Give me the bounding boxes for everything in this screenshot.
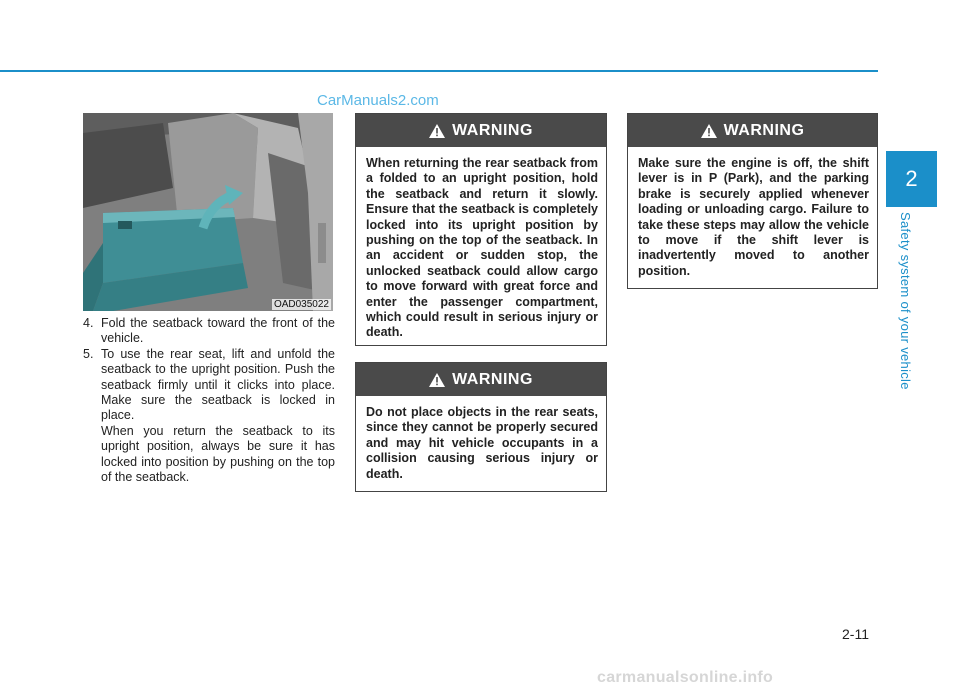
chapter-title-text: Safety system of your vehicle bbox=[898, 212, 913, 390]
warning-text: Make sure the engine is off, the shift lever is in P (Park), and the parking brake is securely applied whenever loading or unloading cargo. Failure to take these steps may allow the vehicle to move if the shift lever is inadvertently moved to another position. bbox=[638, 156, 869, 278]
instruction-steps bbox=[83, 316, 335, 485]
warning-header bbox=[356, 363, 606, 396]
warning-header bbox=[356, 114, 606, 147]
step-item bbox=[83, 347, 335, 424]
warning-title: WARNING bbox=[723, 121, 805, 139]
watermark-bottom: carmanualsonline.info bbox=[597, 669, 774, 686]
warning-triangle-icon bbox=[701, 124, 717, 138]
page-number: 2-11 bbox=[842, 626, 869, 642]
step-text: To use the rear seat, lift and unfold the seatback to the upright position. Push the seatback firmly until it clicks into place. Make sure the seatback is locked in place. bbox=[101, 346, 335, 423]
step-number: 5. bbox=[83, 346, 94, 361]
step-item bbox=[83, 316, 335, 347]
step-note: When you return the seatback to its upright position, always be sure it has locked into position by pushing on the top of the seatback. bbox=[101, 423, 335, 485]
warning-box-rear-objects bbox=[355, 362, 607, 492]
warning-triangle-icon bbox=[429, 124, 445, 138]
chapter-title bbox=[898, 212, 924, 402]
warning-text: Do not place objects in the rear seats, since they cannot be properly secured and may hit vehicle occupants in a collision causing serious injury or death. bbox=[366, 405, 598, 481]
warning-title: WARNING bbox=[452, 370, 533, 388]
seat-illustration bbox=[83, 113, 333, 311]
warning-box-seatback-return bbox=[355, 113, 607, 346]
warning-box-engine-off bbox=[627, 113, 878, 289]
header-rule bbox=[0, 70, 878, 72]
warning-header bbox=[628, 114, 877, 147]
step-number: 4. bbox=[83, 316, 94, 330]
figure-code: OAD035022 bbox=[273, 299, 329, 310]
step-text: Fold the seatback toward the front of the vehicle. bbox=[101, 316, 335, 346]
warning-triangle-icon bbox=[429, 373, 445, 387]
warning-title: WARNING bbox=[452, 121, 533, 139]
chapter-number-tab: 2 bbox=[886, 151, 937, 207]
warning-text: When returning the rear seatback from a folded to an upright position, hold the seatback and return it slowly. Ensure that the seatback is completely locked into its upright position by pushing on the top of the seatback. In an accident or sudden stop, the unlocked seatback could allow cargo to move forward with great force and enter the passenger compartment, which could result in serious injury or death. bbox=[366, 156, 598, 340]
seat-folding-photo bbox=[83, 113, 333, 311]
watermark-top: CarManuals2.com bbox=[317, 92, 439, 109]
